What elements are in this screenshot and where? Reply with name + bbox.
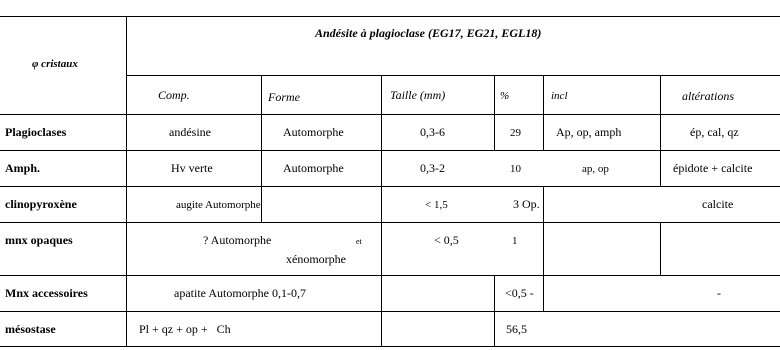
row-amph-forme: Automorphe [283,161,344,175]
rule-header-bottom [0,114,780,115]
col-header-alterations: altérations [682,89,735,103]
rule-bottom [0,346,780,347]
row-mnx-opaques-forme2: xénomorphe [286,252,346,266]
row-amph-pct: 10 [510,163,521,175]
row-plagioclases-alterations: ép, cal, qz [690,125,739,139]
rule-subheader-top [126,75,780,76]
row-mnx-opaques-name: mnx opaques [5,233,73,247]
row-mnx-opaques-et: et [356,237,362,246]
row-mnx-opaques-comp-forme: ? Automorphe [203,233,272,247]
rule-row-5 [0,311,780,312]
row-plagioclases-pct: 29 [510,127,521,139]
group-title: Andésite à plagioclase (EG17, EG21, EGL18) [315,26,542,40]
col-header-comp: Comp. [158,88,190,102]
phi-cristaux-label: φ cristaux [32,58,78,70]
rule-col-incl [543,75,544,150]
row-plagioclases-comp: andésine [169,125,211,139]
row-amph-taille: 0,3-2 [420,161,445,175]
rule-top [0,16,780,17]
row-plagioclases-forme: Automorphe [283,125,344,139]
row-plagioclases-taille: 0,3-6 [420,125,445,139]
row-clinopyroxene-name: clinopyroxène [5,197,77,211]
col-header-forme: Forme [268,90,300,104]
row-amph-comp: Hv verte [171,161,213,175]
rule-col-forme [261,75,262,222]
rule-col-alt-low [660,222,661,275]
col-header-taille: Taille (mm) [390,88,446,102]
row-mesostase-comp: Pl + qz + op + Ch [139,322,231,336]
row-mnx-accessoires-comp-forme-taille: apatite Automorphe 0,1-0,7 [174,286,306,300]
rule-col-alt [660,75,661,186]
rule-row-1 [0,150,780,151]
row-clinopyroxene-pct-incl: 3 Op. [513,197,540,211]
row-clinopyroxene-taille: < 1,5 [425,199,448,211]
row-mnx-opaques-pct: 1 [512,235,518,247]
row-clinopyroxene-comp-forme: augite Automorphe [176,199,261,211]
rule-col-pct-low [494,275,495,346]
row-plagioclases-incl: Ap, op, amph [556,125,622,139]
rule-row-2 [0,186,780,187]
row-amph-alterations: épidote + calcite [673,161,753,175]
row-plagioclases-name: Plagioclases [5,125,67,139]
rule-col-pct [494,75,495,150]
row-amph-incl: ap, op [582,163,609,175]
row-mnx-opaques-taille: < 0,5 [434,233,459,247]
row-mesostase-pct: 56,5 [506,322,527,336]
row-clinopyroxene-alterations: calcite [702,197,734,211]
row-mnx-accessoires-name: Mnx accessoires [5,286,88,300]
row-mnx-accessoires-alterations: - [717,286,721,300]
row-amph-name: Amph. [5,161,41,175]
col-header-pct: % [500,90,510,102]
rule-row-4 [0,275,780,276]
row-mnx-accessoires-pct: <0,5 - [505,286,534,300]
rule-col-main [126,16,127,346]
row-mesostase-name: mésostase [5,322,56,336]
rule-col-taille [381,75,382,346]
rule-col-incl-low [543,186,544,311]
rule-row-3 [0,222,780,223]
col-header-incl: incl [551,90,568,102]
